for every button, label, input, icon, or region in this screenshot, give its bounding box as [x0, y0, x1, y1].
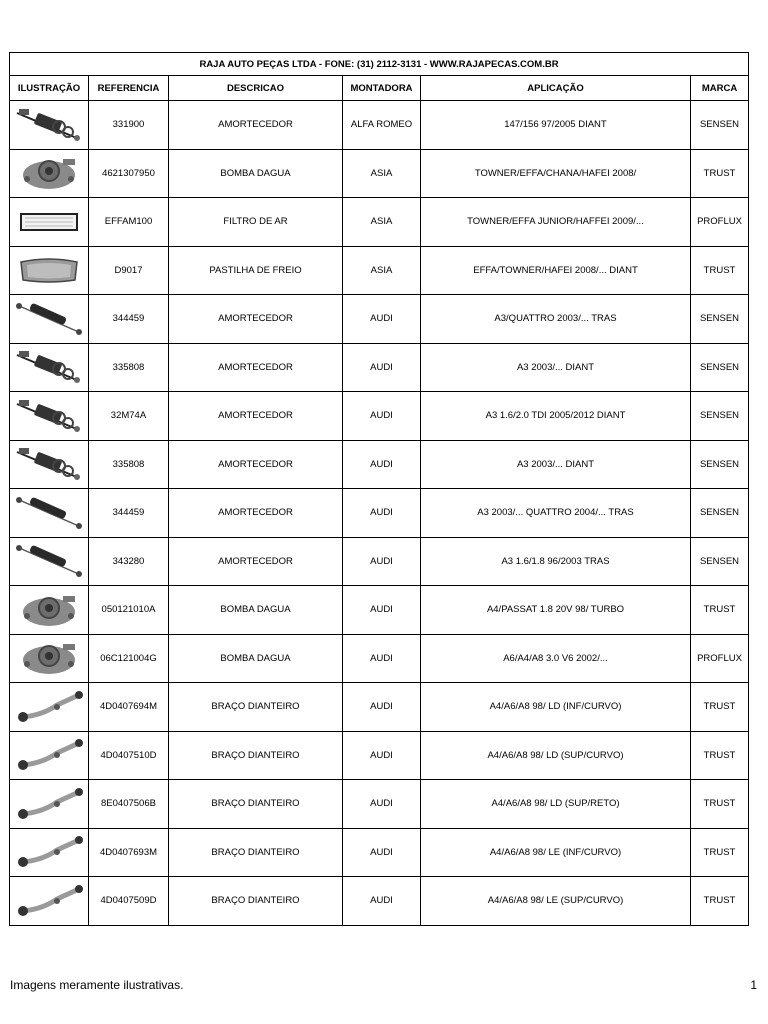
description-cell: BOMBA DAGUA: [169, 149, 343, 198]
rear-shock-icon: [10, 299, 88, 339]
col-header-application: APLICAÇÃO: [421, 76, 691, 101]
control-arm-icon: [10, 784, 88, 824]
maker-cell: AUDI: [343, 683, 421, 732]
maker-cell: ASIA: [343, 149, 421, 198]
maker-cell: ASIA: [343, 198, 421, 247]
control-arm-icon: [10, 687, 88, 727]
application-cell: A4/A6/A8 98/ LD (SUP/RETO): [421, 780, 691, 829]
reference-cell: EFFAM100: [89, 198, 169, 247]
illustration-cell: [10, 440, 89, 489]
brand-cell: SENSEN: [691, 343, 749, 392]
control-arm-icon: [10, 735, 88, 775]
application-cell: 147/156 97/2005 DIANT: [421, 101, 691, 150]
illustration-cell: [10, 101, 89, 150]
description-cell: BRAÇO DIANTEIRO: [169, 828, 343, 877]
description-cell: BRAÇO DIANTEIRO: [169, 731, 343, 780]
maker-cell: AUDI: [343, 828, 421, 877]
maker-cell: AUDI: [343, 295, 421, 344]
table-row: [10, 731, 749, 780]
reference-cell: 4D0407510D: [89, 731, 169, 780]
maker-cell: ASIA: [343, 246, 421, 295]
maker-cell: AUDI: [343, 489, 421, 538]
application-cell: A3 2003/... QUATTRO 2004/... TRAS: [421, 489, 691, 538]
description-cell: BRAÇO DIANTEIRO: [169, 780, 343, 829]
reference-cell: 06C121004G: [89, 634, 169, 683]
table-row: [10, 392, 749, 441]
illustration-cell: [10, 295, 89, 344]
col-header-reference: REFERENCIA: [89, 76, 169, 101]
reference-cell: 4D0407509D: [89, 877, 169, 926]
illustration-cell: [10, 537, 89, 586]
description-cell: AMORTECEDOR: [169, 101, 343, 150]
maker-cell: AUDI: [343, 780, 421, 829]
brand-cell: TRUST: [691, 731, 749, 780]
reference-cell: 8E0407506B: [89, 780, 169, 829]
table-row: [10, 295, 749, 344]
application-cell: A3/QUATTRO 2003/... TRAS: [421, 295, 691, 344]
application-cell: A3 2003/... DIANT: [421, 440, 691, 489]
maker-cell: AUDI: [343, 392, 421, 441]
parts-catalog-table: [9, 52, 749, 926]
col-header-illustration: ILUSTRAÇÃO: [10, 76, 89, 101]
col-header-maker: MONTADORA: [343, 76, 421, 101]
table-row: [10, 780, 749, 829]
rear-shock-icon: [10, 541, 88, 581]
table-row: [10, 440, 749, 489]
application-cell: A3 1.6/2.0 TDI 2005/2012 DIANT: [421, 392, 691, 441]
maker-cell: AUDI: [343, 537, 421, 586]
maker-cell: AUDI: [343, 877, 421, 926]
maker-cell: AUDI: [343, 634, 421, 683]
water-pump-icon: [10, 638, 88, 678]
table-row: [10, 198, 749, 247]
col-header-brand: MARCA: [691, 76, 749, 101]
description-cell: BOMBA DAGUA: [169, 634, 343, 683]
brand-cell: SENSEN: [691, 295, 749, 344]
page-number: 1: [750, 978, 757, 992]
table-row: [10, 586, 749, 635]
brand-cell: TRUST: [691, 586, 749, 635]
maker-cell: AUDI: [343, 343, 421, 392]
brand-cell: TRUST: [691, 246, 749, 295]
reference-cell: 4D0407694M: [89, 683, 169, 732]
brand-cell: TRUST: [691, 149, 749, 198]
brand-cell: SENSEN: [691, 489, 749, 538]
shock-strut-icon: [10, 444, 88, 484]
application-cell: A3 2003/... DIANT: [421, 343, 691, 392]
reference-cell: 344459: [89, 295, 169, 344]
control-arm-icon: [10, 881, 88, 921]
description-cell: BOMBA DAGUA: [169, 586, 343, 635]
brand-cell: TRUST: [691, 780, 749, 829]
table-row: [10, 489, 749, 538]
reference-cell: D9017: [89, 246, 169, 295]
application-cell: TOWNER/EFFA JUNIOR/HAFFEI 2009/...: [421, 198, 691, 247]
reference-cell: 32M74A: [89, 392, 169, 441]
application-cell: A4/A6/A8 98/ LE (SUP/CURVO): [421, 877, 691, 926]
reference-cell: 4621307950: [89, 149, 169, 198]
shock-strut-icon: [10, 347, 88, 387]
table-row: [10, 537, 749, 586]
illustration-cell: [10, 246, 89, 295]
description-cell: FILTRO DE AR: [169, 198, 343, 247]
water-pump-icon: [10, 153, 88, 193]
brand-cell: SENSEN: [691, 392, 749, 441]
rear-shock-icon: [10, 493, 88, 533]
illustration-cell: [10, 634, 89, 683]
table-row: [10, 343, 749, 392]
reference-cell: 343280: [89, 537, 169, 586]
brand-cell: TRUST: [691, 683, 749, 732]
brand-cell: SENSEN: [691, 440, 749, 489]
application-cell: A4/PASSAT 1.8 20V 98/ TURBO: [421, 586, 691, 635]
table-row: [10, 149, 749, 198]
water-pump-icon: [10, 590, 88, 630]
table-row: [10, 877, 749, 926]
application-cell: A6/A4/A8 3.0 V6 2002/...: [421, 634, 691, 683]
reference-cell: 335808: [89, 440, 169, 489]
disclaimer-note: Imagens meramente ilustrativas.: [10, 978, 184, 992]
illustration-cell: [10, 586, 89, 635]
description-cell: AMORTECEDOR: [169, 440, 343, 489]
control-arm-icon: [10, 832, 88, 872]
reference-cell: 4D0407693M: [89, 828, 169, 877]
brand-cell: TRUST: [691, 877, 749, 926]
application-cell: A4/A6/A8 98/ LD (INF/CURVO): [421, 683, 691, 732]
description-cell: AMORTECEDOR: [169, 295, 343, 344]
description-cell: AMORTECEDOR: [169, 343, 343, 392]
illustration-cell: [10, 877, 89, 926]
description-cell: BRAÇO DIANTEIRO: [169, 877, 343, 926]
catalog-header-row: [10, 53, 749, 76]
description-cell: AMORTECEDOR: [169, 392, 343, 441]
application-cell: TOWNER/EFFA/CHANA/HAFEI 2008/: [421, 149, 691, 198]
brand-cell: TRUST: [691, 828, 749, 877]
brake-pads-icon: [10, 250, 88, 290]
column-header-row: [10, 76, 749, 101]
application-cell: A3 1.6/1.8 96/2003 TRAS: [421, 537, 691, 586]
illustration-cell: [10, 828, 89, 877]
reference-cell: 344459: [89, 489, 169, 538]
maker-cell: AUDI: [343, 586, 421, 635]
table-row: [10, 828, 749, 877]
illustration-cell: [10, 731, 89, 780]
illustration-cell: [10, 149, 89, 198]
air-filter-icon: [10, 202, 88, 242]
brand-cell: PROFLUX: [691, 634, 749, 683]
description-cell: AMORTECEDOR: [169, 537, 343, 586]
illustration-cell: [10, 343, 89, 392]
maker-cell: AUDI: [343, 731, 421, 780]
table-row: [10, 246, 749, 295]
description-cell: BRAÇO DIANTEIRO: [169, 683, 343, 732]
illustration-cell: [10, 683, 89, 732]
reference-cell: 335808: [89, 343, 169, 392]
maker-cell: ALFA ROMEO: [343, 101, 421, 150]
brand-cell: SENSEN: [691, 101, 749, 150]
table-row: [10, 101, 749, 150]
illustration-cell: [10, 489, 89, 538]
company-header: RAJA AUTO PEÇAS LTDA - FONE: (31) 2112-3131 - WWW.RAJAPECAS.COM.BR: [10, 53, 749, 76]
description-cell: AMORTECEDOR: [169, 489, 343, 538]
illustration-cell: [10, 198, 89, 247]
application-cell: EFFA/TOWNER/HAFEI 2008/... DIANT: [421, 246, 691, 295]
brand-cell: SENSEN: [691, 537, 749, 586]
shock-strut-icon: [10, 396, 88, 436]
shock-strut-icon: [10, 105, 88, 145]
illustration-cell: [10, 392, 89, 441]
application-cell: A4/A6/A8 98/ LD (SUP/CURVO): [421, 731, 691, 780]
table-row: [10, 683, 749, 732]
col-header-description: DESCRICAO: [169, 76, 343, 101]
description-cell: PASTILHA DE FREIO: [169, 246, 343, 295]
table-row: [10, 634, 749, 683]
reference-cell: 050121010A: [89, 586, 169, 635]
application-cell: A4/A6/A8 98/ LE (INF/CURVO): [421, 828, 691, 877]
brand-cell: PROFLUX: [691, 198, 749, 247]
maker-cell: AUDI: [343, 440, 421, 489]
illustration-cell: [10, 780, 89, 829]
reference-cell: 331900: [89, 101, 169, 150]
